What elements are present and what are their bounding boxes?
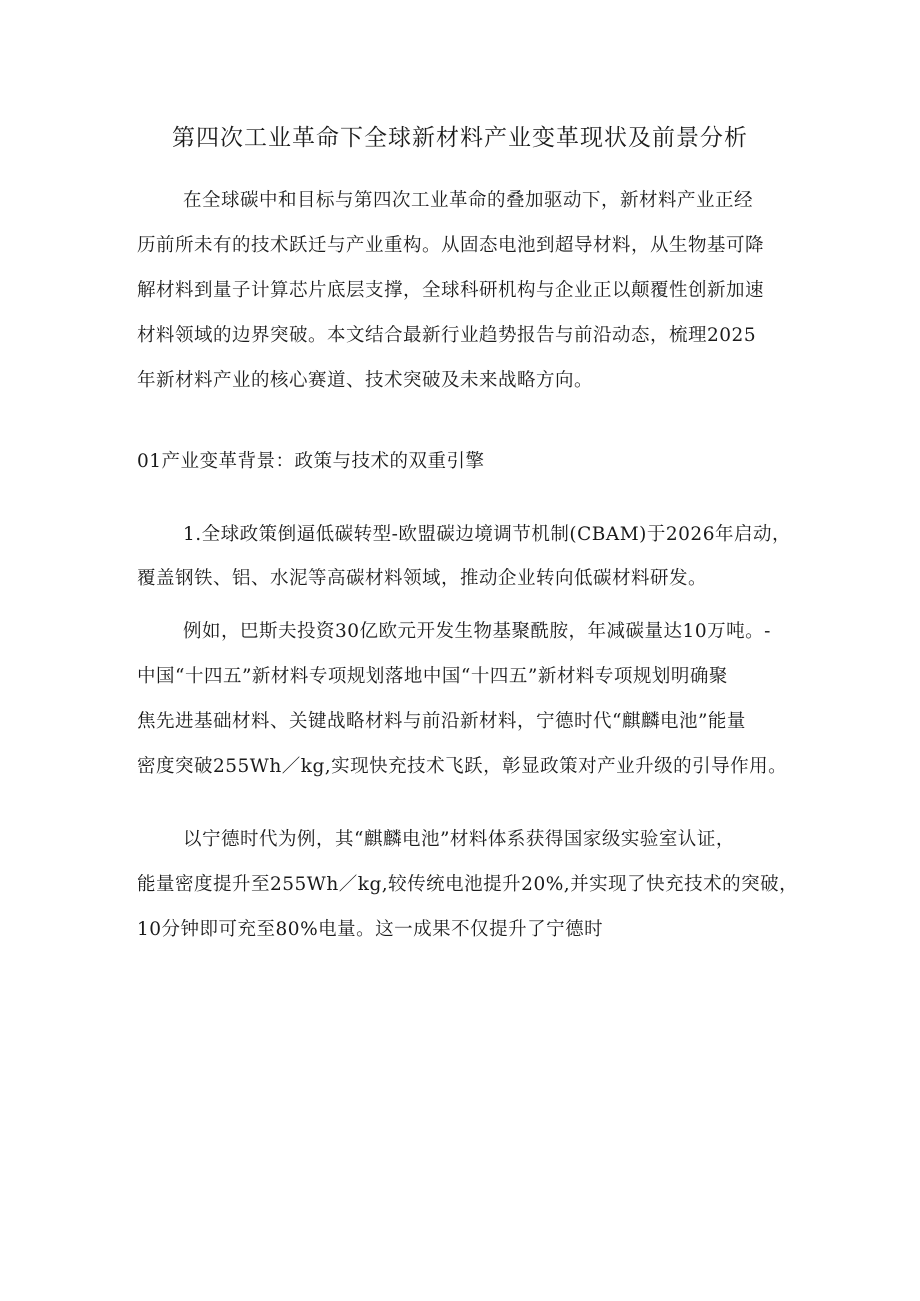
document-title: 第四次工业革命下全球新材料产业变革现状及前景分析 (172, 125, 748, 151)
intro-line: 材料领域的边界突破。本文结合最新行业趋势报告与前沿动态，梳理2025 (137, 325, 757, 346)
section-heading: 01产业变革背景：政策与技术的双重引擎 (137, 451, 485, 472)
example-line: 例如，巴斯夫投资30亿欧元开发生物基聚酰胺，年减碳量达10万吨。- (183, 621, 771, 642)
case-line: 能量密度提升至255Wh／kg,较传统电池提升20%,并实现了快充技术的突破， (137, 874, 799, 895)
intro-line: 历前所未有的技术跃迁与产业重构。从固态电池到超导材料，从生物基可降 (137, 235, 765, 256)
case-line: 10分钟即可充至80%电量。这一成果不仅提升了宁德时 (137, 919, 604, 940)
point-line: 1.全球政策倒逼低碳转型-欧盟碳边境调节机制(CBAM)于2026年启动， (183, 524, 791, 545)
intro-line: 解材料到量子计算芯片底层支撑，全球科研机构与企业正以颠覆性创新加速 (137, 280, 765, 301)
point-line: 覆盖钢铁、铝、水泥等高碳材料领域，推动企业转向低碳材料研发。 (137, 568, 708, 589)
intro-line: 年新材料产业的核心赛道、技术突破及未来战略方向。 (137, 370, 594, 391)
intro-line: 在全球碳中和目标与第四次工业革命的叠加驱动下，新材料产业正经 (183, 190, 754, 211)
example-line: 中国“十四五”新材料专项规划落地中国“十四五”新材料专项规划明确聚 (137, 666, 728, 687)
case-line: 以宁德时代为例，其“麒麟电池”材料体系获得国家级实验室认证， (183, 829, 735, 850)
example-line: 密度突破255Wh／kg,实现快充技术飞跃，彰显政策对产业升级的引导作用。 (137, 756, 788, 777)
example-line: 焦先进基础材料、关键战略材料与前沿新材料，宁德时代“麒麟电池”能量 (137, 711, 746, 732)
